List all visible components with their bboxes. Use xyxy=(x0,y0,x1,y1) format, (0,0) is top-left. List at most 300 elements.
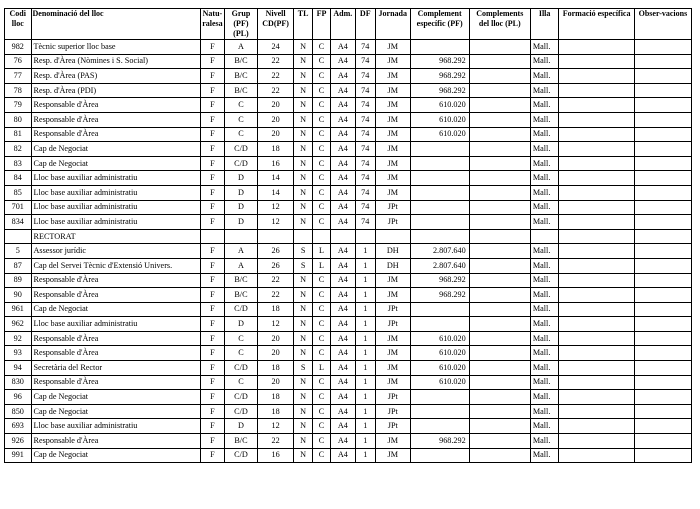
cell-df: 1 xyxy=(355,448,375,463)
table-row xyxy=(5,434,692,449)
cell-nivell: 20 xyxy=(257,346,294,361)
cell-name: Resp. d'Àrea (PAS) xyxy=(31,69,200,84)
cell-nat: F xyxy=(200,69,224,84)
cell-jornada: JPt xyxy=(375,390,410,405)
cell-cpf: 610.020 xyxy=(410,127,469,142)
table-row xyxy=(5,302,692,317)
empty-cell xyxy=(225,229,258,244)
cell-formacio xyxy=(559,185,634,200)
cell-obs xyxy=(634,390,691,405)
cell-fp: C xyxy=(312,434,330,449)
header-adm: Adm. xyxy=(331,9,355,40)
table-row xyxy=(5,83,692,98)
cell-adm: A4 xyxy=(331,215,355,230)
header-cpl: Complements del lloc (PL) xyxy=(469,9,530,40)
cell-formacio xyxy=(559,215,634,230)
cell-obs xyxy=(634,142,691,157)
cell-adm: A4 xyxy=(331,69,355,84)
cell-cpl xyxy=(469,156,530,171)
cell-nivell: 24 xyxy=(257,40,294,55)
cell-code: 81 xyxy=(5,127,32,142)
cell-illa: Mall. xyxy=(530,434,559,449)
cell-df: 1 xyxy=(355,302,375,317)
cell-code: 78 xyxy=(5,83,32,98)
cell-jornada: JPt xyxy=(375,215,410,230)
header-jornada: Jornada xyxy=(375,9,410,40)
cell-nat: F xyxy=(200,346,224,361)
cell-formacio xyxy=(559,331,634,346)
cell-adm: A4 xyxy=(331,434,355,449)
cell-name: Cap del Servei Tècnic d'Extensió Univers. xyxy=(31,258,200,273)
cell-illa: Mall. xyxy=(530,83,559,98)
cell-grup: C xyxy=(225,127,258,142)
document-page xyxy=(4,8,692,463)
cell-code: 693 xyxy=(5,419,32,434)
cell-jornada: JPt xyxy=(375,302,410,317)
cell-formacio xyxy=(559,98,634,113)
cell-df: 74 xyxy=(355,200,375,215)
table-row xyxy=(5,54,692,69)
cell-tl: S xyxy=(294,258,312,273)
cell-jornada: JM xyxy=(375,185,410,200)
cell-tl: N xyxy=(294,419,312,434)
cell-nivell: 18 xyxy=(257,302,294,317)
empty-cell xyxy=(312,229,330,244)
cell-nat: F xyxy=(200,127,224,142)
cell-code: 94 xyxy=(5,361,32,376)
cell-nat: F xyxy=(200,317,224,332)
cell-df: 74 xyxy=(355,83,375,98)
cell-nivell: 12 xyxy=(257,419,294,434)
cell-illa: Mall. xyxy=(530,200,559,215)
cell-cpf xyxy=(410,156,469,171)
cell-adm: A4 xyxy=(331,390,355,405)
cell-tl: N xyxy=(294,156,312,171)
cell-formacio xyxy=(559,112,634,127)
cell-tl: N xyxy=(294,112,312,127)
cell-formacio xyxy=(559,244,634,259)
empty-cell xyxy=(469,229,530,244)
cell-fp: C xyxy=(312,346,330,361)
cell-obs xyxy=(634,244,691,259)
cell-obs xyxy=(634,215,691,230)
table-row xyxy=(5,404,692,419)
cell-obs xyxy=(634,448,691,463)
cell-nat: F xyxy=(200,112,224,127)
cell-cpf: 610.020 xyxy=(410,98,469,113)
cell-adm: A4 xyxy=(331,448,355,463)
cell-cpf xyxy=(410,390,469,405)
cell-nat: F xyxy=(200,244,224,259)
cell-df: 1 xyxy=(355,375,375,390)
empty-cell xyxy=(294,229,312,244)
cell-grup: A xyxy=(225,258,258,273)
cell-grup: B/C xyxy=(225,434,258,449)
cell-grup: B/C xyxy=(225,273,258,288)
cell-obs xyxy=(634,171,691,186)
cell-fp: C xyxy=(312,185,330,200)
cell-grup: C/D xyxy=(225,156,258,171)
table-row xyxy=(5,40,692,55)
cell-formacio xyxy=(559,317,634,332)
cell-code: 93 xyxy=(5,346,32,361)
cell-code: 90 xyxy=(5,288,32,303)
cell-grup: C/D xyxy=(225,361,258,376)
cell-cpf xyxy=(410,171,469,186)
cell-grup: A xyxy=(225,40,258,55)
cell-adm: A4 xyxy=(331,302,355,317)
cell-formacio xyxy=(559,390,634,405)
cell-tl: N xyxy=(294,317,312,332)
cell-illa: Mall. xyxy=(530,361,559,376)
header-formacio: Formació específica xyxy=(559,9,634,40)
cell-cpl xyxy=(469,185,530,200)
cell-obs xyxy=(634,112,691,127)
cell-df: 1 xyxy=(355,361,375,376)
cell-tl: N xyxy=(294,273,312,288)
cell-tl: N xyxy=(294,404,312,419)
cell-adm: A4 xyxy=(331,185,355,200)
cell-adm: A4 xyxy=(331,127,355,142)
cell-fp: C xyxy=(312,273,330,288)
cell-grup: D xyxy=(225,419,258,434)
cell-nivell: 20 xyxy=(257,127,294,142)
cell-tl: N xyxy=(294,98,312,113)
cell-code: 82 xyxy=(5,142,32,157)
cell-nivell: 16 xyxy=(257,448,294,463)
cell-df: 74 xyxy=(355,112,375,127)
cell-formacio xyxy=(559,156,634,171)
table-row xyxy=(5,142,692,157)
cell-df: 74 xyxy=(355,40,375,55)
empty-cell xyxy=(355,229,375,244)
cell-adm: A4 xyxy=(331,200,355,215)
cell-cpl xyxy=(469,171,530,186)
table-header-row xyxy=(5,9,692,40)
empty-cell xyxy=(257,229,294,244)
cell-df: 1 xyxy=(355,244,375,259)
cell-formacio xyxy=(559,273,634,288)
cell-illa: Mall. xyxy=(530,390,559,405)
cell-name: Cap de Negociat xyxy=(31,142,200,157)
table-row xyxy=(5,331,692,346)
cell-obs xyxy=(634,302,691,317)
cell-grup: B/C xyxy=(225,54,258,69)
cell-nat: F xyxy=(200,142,224,157)
cell-adm: A4 xyxy=(331,419,355,434)
cell-cpl xyxy=(469,404,530,419)
cell-adm: A4 xyxy=(331,273,355,288)
cell-illa: Mall. xyxy=(530,302,559,317)
header-code: Codi lloc xyxy=(5,9,32,40)
cell-fp: C xyxy=(312,40,330,55)
cell-cpf: 610.020 xyxy=(410,375,469,390)
cell-cpf: 610.020 xyxy=(410,361,469,376)
cell-formacio xyxy=(559,54,634,69)
cell-nat: F xyxy=(200,215,224,230)
cell-df: 74 xyxy=(355,98,375,113)
cell-df: 1 xyxy=(355,419,375,434)
cell-illa: Mall. xyxy=(530,404,559,419)
cell-df: 1 xyxy=(355,258,375,273)
table-row xyxy=(5,288,692,303)
header-obs: Obser-vacions xyxy=(634,9,691,40)
cell-cpf xyxy=(410,404,469,419)
cell-jornada: JM xyxy=(375,273,410,288)
cell-code: 991 xyxy=(5,448,32,463)
cell-name: Resp. d'Àrea (Nòmines i S. Social) xyxy=(31,54,200,69)
cell-cpf: 2.807.640 xyxy=(410,244,469,259)
cell-formacio xyxy=(559,142,634,157)
cell-cpl xyxy=(469,361,530,376)
table-row xyxy=(5,317,692,332)
cell-code: 961 xyxy=(5,302,32,317)
cell-cpl xyxy=(469,419,530,434)
cell-formacio xyxy=(559,302,634,317)
cell-grup: C xyxy=(225,112,258,127)
cell-cpl xyxy=(469,54,530,69)
cell-tl: N xyxy=(294,331,312,346)
cell-fp: C xyxy=(312,83,330,98)
cell-nat: F xyxy=(200,404,224,419)
cell-jornada: JM xyxy=(375,346,410,361)
cell-df: 1 xyxy=(355,404,375,419)
group1-body xyxy=(5,40,692,230)
table-row xyxy=(5,98,692,113)
cell-cpl xyxy=(469,244,530,259)
cell-code: 89 xyxy=(5,273,32,288)
cell-nivell: 22 xyxy=(257,273,294,288)
cell-cpf: 968.292 xyxy=(410,273,469,288)
table-row xyxy=(5,127,692,142)
cell-code: 77 xyxy=(5,69,32,84)
cell-cpl xyxy=(469,40,530,55)
cell-cpl xyxy=(469,448,530,463)
cell-tl: N xyxy=(294,185,312,200)
cell-nat: F xyxy=(200,98,224,113)
cell-illa: Mall. xyxy=(530,185,559,200)
cell-cpl xyxy=(469,346,530,361)
cell-grup: B/C xyxy=(225,69,258,84)
cell-cpl xyxy=(469,112,530,127)
cell-cpf: 610.020 xyxy=(410,112,469,127)
cell-adm: A4 xyxy=(331,331,355,346)
cell-illa: Mall. xyxy=(530,331,559,346)
cell-nivell: 18 xyxy=(257,142,294,157)
empty-cell xyxy=(375,229,410,244)
cell-nat: F xyxy=(200,171,224,186)
cell-cpf: 968.292 xyxy=(410,434,469,449)
cell-grup: C/D xyxy=(225,404,258,419)
cell-tl: N xyxy=(294,302,312,317)
cell-fp: C xyxy=(312,98,330,113)
cell-df: 1 xyxy=(355,317,375,332)
cell-adm: A4 xyxy=(331,98,355,113)
cell-code: 92 xyxy=(5,331,32,346)
cell-adm: A4 xyxy=(331,346,355,361)
table-row xyxy=(5,200,692,215)
cell-jornada: JM xyxy=(375,375,410,390)
cell-df: 1 xyxy=(355,331,375,346)
cell-fp: C xyxy=(312,288,330,303)
cell-obs xyxy=(634,273,691,288)
cell-fp: C xyxy=(312,375,330,390)
cell-grup: D xyxy=(225,185,258,200)
table-row xyxy=(5,171,692,186)
header-tl: TL xyxy=(294,9,312,40)
cell-nat: F xyxy=(200,40,224,55)
cell-name: Secretària del Rector xyxy=(31,361,200,376)
cell-illa: Mall. xyxy=(530,142,559,157)
cell-name: Lloc base auxiliar administratiu xyxy=(31,171,200,186)
header-cpf: Complement específic (PF) xyxy=(410,9,469,40)
cell-fp: L xyxy=(312,244,330,259)
cell-fp: C xyxy=(312,331,330,346)
table-row xyxy=(5,69,692,84)
table-row xyxy=(5,390,692,405)
cell-cpl xyxy=(469,142,530,157)
cell-name: Cap de Negociat xyxy=(31,404,200,419)
cell-formacio xyxy=(559,288,634,303)
cell-nat: F xyxy=(200,375,224,390)
header-df: DF xyxy=(355,9,375,40)
empty-cell xyxy=(200,229,224,244)
cell-code: 962 xyxy=(5,317,32,332)
table-row xyxy=(5,273,692,288)
cell-fp: L xyxy=(312,258,330,273)
cell-fp: C xyxy=(312,54,330,69)
cell-fp: C xyxy=(312,404,330,419)
cell-cpf: 968.292 xyxy=(410,288,469,303)
cell-grup: D xyxy=(225,215,258,230)
cell-obs xyxy=(634,361,691,376)
cell-jornada: JM xyxy=(375,69,410,84)
cell-formacio xyxy=(559,448,634,463)
cell-nat: F xyxy=(200,83,224,98)
cell-name: Lloc base auxiliar administratiu xyxy=(31,185,200,200)
cell-cpf xyxy=(410,200,469,215)
cell-formacio xyxy=(559,361,634,376)
cell-cpl xyxy=(469,288,530,303)
cell-df: 74 xyxy=(355,54,375,69)
cell-obs xyxy=(634,331,691,346)
cell-nat: F xyxy=(200,302,224,317)
cell-adm: A4 xyxy=(331,317,355,332)
cell-tl: N xyxy=(294,69,312,84)
cell-jornada: JPt xyxy=(375,200,410,215)
cell-grup: D xyxy=(225,317,258,332)
table-row xyxy=(5,156,692,171)
cell-nivell: 20 xyxy=(257,375,294,390)
cell-illa: Mall. xyxy=(530,288,559,303)
cell-illa: Mall. xyxy=(530,112,559,127)
cell-adm: A4 xyxy=(331,40,355,55)
cell-cpf: 610.020 xyxy=(410,331,469,346)
cell-adm: A4 xyxy=(331,171,355,186)
cell-obs xyxy=(634,258,691,273)
cell-obs xyxy=(634,419,691,434)
cell-formacio xyxy=(559,258,634,273)
cell-nat: F xyxy=(200,434,224,449)
cell-code: 83 xyxy=(5,156,32,171)
cell-cpf xyxy=(410,317,469,332)
cell-obs xyxy=(634,98,691,113)
empty-cell xyxy=(634,229,691,244)
cell-fp: C xyxy=(312,112,330,127)
cell-illa: Mall. xyxy=(530,40,559,55)
cell-adm: A4 xyxy=(331,404,355,419)
cell-illa: Mall. xyxy=(530,215,559,230)
cell-obs xyxy=(634,288,691,303)
cell-cpl xyxy=(469,83,530,98)
cell-nat: F xyxy=(200,331,224,346)
table-row xyxy=(5,375,692,390)
cell-jornada: JM xyxy=(375,156,410,171)
cell-name: Assessor jurídic xyxy=(31,244,200,259)
cell-adm: A4 xyxy=(331,112,355,127)
header-name: Denominació del lloc xyxy=(31,9,200,40)
cell-adm: A4 xyxy=(331,361,355,376)
table-row xyxy=(5,361,692,376)
cell-obs xyxy=(634,40,691,55)
positions-table xyxy=(4,8,692,463)
cell-cpl xyxy=(469,127,530,142)
table-row xyxy=(5,244,692,259)
cell-illa: Mall. xyxy=(530,448,559,463)
cell-illa: Mall. xyxy=(530,317,559,332)
cell-code: 84 xyxy=(5,171,32,186)
cell-adm: A4 xyxy=(331,142,355,157)
cell-tl: N xyxy=(294,288,312,303)
section-title: RECTORAT xyxy=(31,229,200,244)
group2-body xyxy=(5,244,692,463)
cell-df: 74 xyxy=(355,142,375,157)
cell-nivell: 22 xyxy=(257,83,294,98)
header-nivell: Nivell CD(PF) xyxy=(257,9,294,40)
cell-code: 96 xyxy=(5,390,32,405)
cell-formacio xyxy=(559,434,634,449)
cell-tl: N xyxy=(294,200,312,215)
cell-illa: Mall. xyxy=(530,69,559,84)
cell-df: 74 xyxy=(355,69,375,84)
cell-obs xyxy=(634,69,691,84)
cell-jornada: JM xyxy=(375,54,410,69)
cell-illa: Mall. xyxy=(530,244,559,259)
cell-code: 79 xyxy=(5,98,32,113)
cell-formacio xyxy=(559,40,634,55)
cell-cpl xyxy=(469,98,530,113)
cell-jornada: JM xyxy=(375,40,410,55)
cell-code: 982 xyxy=(5,40,32,55)
cell-formacio xyxy=(559,419,634,434)
empty-cell xyxy=(331,229,355,244)
header-illa: Illa xyxy=(530,9,559,40)
cell-cpf: 2.807.640 xyxy=(410,258,469,273)
cell-fp: C xyxy=(312,317,330,332)
cell-name: Responsable d'Àrea xyxy=(31,434,200,449)
cell-nivell: 22 xyxy=(257,434,294,449)
cell-nivell: 26 xyxy=(257,244,294,259)
cell-code: 80 xyxy=(5,112,32,127)
cell-grup: D xyxy=(225,200,258,215)
cell-grup: C xyxy=(225,375,258,390)
cell-nat: F xyxy=(200,54,224,69)
cell-cpl xyxy=(469,258,530,273)
cell-jornada: JPt xyxy=(375,419,410,434)
cell-adm: A4 xyxy=(331,258,355,273)
cell-formacio xyxy=(559,404,634,419)
cell-cpl xyxy=(469,302,530,317)
